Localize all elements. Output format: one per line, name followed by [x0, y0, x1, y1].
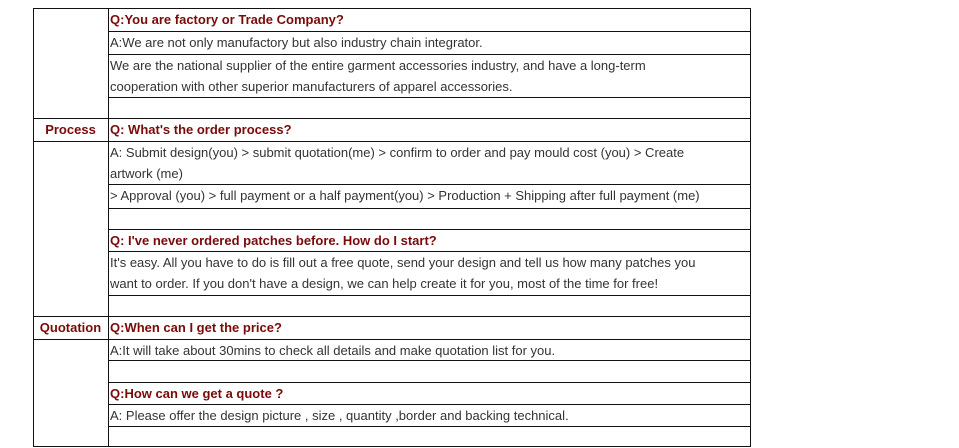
row-divider	[108, 446, 751, 447]
category-label: Quotation	[39, 320, 102, 335]
faq-question: Q:You are factory or Trade Company?	[110, 12, 344, 27]
table-border-middle	[108, 8, 109, 446]
faq-answer: A: Please offer the design picture , size , quantity ,border and backing technical.	[110, 408, 569, 423]
category-divider	[33, 339, 109, 340]
faq-question: Q: I've never ordered patches before. How do I start?	[110, 233, 437, 248]
row-divider	[108, 426, 751, 427]
table-border-right	[750, 8, 751, 446]
faq-question: Q: What's the order process?	[110, 122, 292, 137]
faq-answer: A:We are not only manufactory but also industry chain integrator.	[110, 35, 483, 50]
faq-question: Q:When can I get the price?	[110, 320, 282, 335]
faq-answer: A:It will take about 30mins to check all details and make quotation list for you.	[110, 343, 556, 358]
category-divider	[33, 446, 109, 447]
faq-answer: It's easy. All you have to do is fill out a free quote, send your design and tell us how many patches you	[110, 255, 696, 270]
category-divider	[33, 141, 109, 142]
row-divider	[108, 295, 751, 296]
table-border-left	[33, 8, 34, 446]
faq-answer: A: Submit design(you) > submit quotation(me) > confirm to order and pay mould cost (you) > Create	[110, 145, 685, 160]
row-divider	[108, 208, 751, 209]
faq-answer: want to order. If you don't have a design, we can help create it for you, most of the time for free!	[110, 276, 659, 291]
faq-answer: > Approval (you) > full payment or a half payment(you) > Production + Shipping after full payment (me)	[110, 188, 700, 203]
faq-question: Q:How can we get a quote ?	[110, 386, 284, 401]
faq-answer: cooperation with other superior manufacturers of apparel accessories.	[110, 79, 513, 94]
category-label: Process	[45, 122, 96, 137]
row-divider	[108, 97, 751, 98]
faq-answer: artwork (me)	[110, 166, 183, 181]
faq-answer: We are the national supplier of the entire garment accessories industry, and have a long-term	[110, 58, 646, 73]
